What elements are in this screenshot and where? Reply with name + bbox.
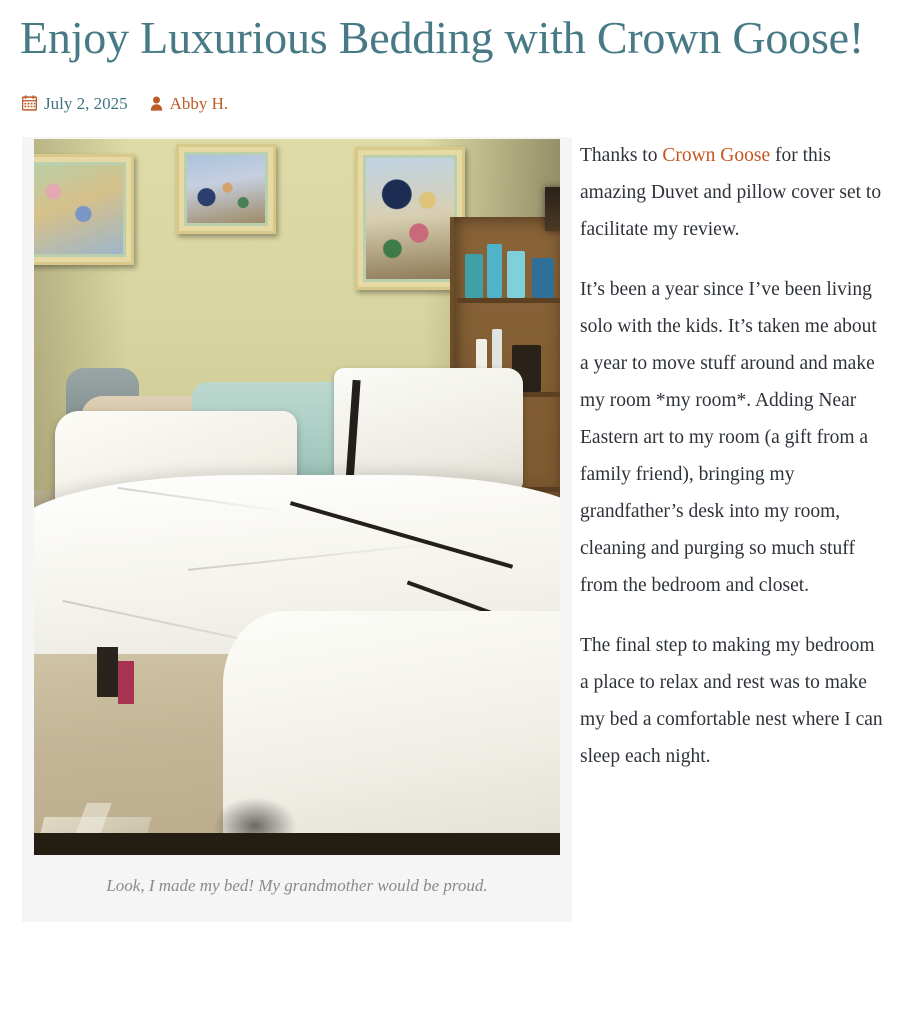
framed-art-2 <box>176 144 276 234</box>
duvet-fold <box>118 487 290 513</box>
paragraph-3: The final step to making my bedroom a place to relax and rest was to make my bed a comfortable nest where I can sleep each night. <box>580 634 883 767</box>
crown-goose-link[interactable]: Crown Goose <box>662 144 771 166</box>
post-author-text: Abby H. <box>169 93 229 113</box>
shelf-item <box>532 258 554 298</box>
art-canvas <box>366 158 454 279</box>
post-figure <box>22 137 572 922</box>
photo-bottom-shadow <box>34 833 560 854</box>
post-date-text: July 2, 2025 <box>44 93 128 113</box>
post-header <box>0 0 907 112</box>
paragraph-1-lead: Thanks to <box>580 144 663 166</box>
mirror <box>545 187 560 231</box>
bed-leg-accent <box>118 661 134 704</box>
art-canvas <box>34 165 123 254</box>
article-body <box>0 137 907 922</box>
figure-column <box>0 137 580 922</box>
user-icon <box>150 96 163 111</box>
post-meta <box>22 95 885 112</box>
calendar-icon <box>22 95 37 111</box>
duvet-fold <box>187 542 452 572</box>
paragraph-2: It’s been a year since I’ve been living solo with the kids. It’s taken me about a year to move stuff around and make my room *my room*. Adding Near Eastern art to my room (a gift from a family friend), bringing my grandfather’s desk into my room, cleaning and purging so much stuff from the bedroom and closet. <box>580 278 877 596</box>
framed-art-1 <box>34 154 134 265</box>
text-column <box>580 137 907 775</box>
page-title: Enjoy Luxurious Bedding with Crown Goose! <box>20 12 865 63</box>
shelf-item <box>487 244 502 298</box>
shelf-item <box>507 251 525 298</box>
shelf-item <box>465 254 483 298</box>
art-canvas <box>187 155 265 223</box>
paragraph-1 <box>580 137 885 248</box>
paragraph-1-tail: for this amazing Duvet and pillow cover set to facilitate my review. <box>580 144 882 240</box>
bedroom-photo <box>34 139 560 855</box>
post-author <box>150 95 229 112</box>
shelf-board <box>457 298 560 303</box>
white-pillow-right <box>334 368 523 490</box>
bed-leg <box>97 647 118 697</box>
post-date <box>22 95 128 112</box>
photo-canvas <box>34 139 560 855</box>
figure-caption: Look, I made my bed! My grandmother would be proud. <box>22 855 572 922</box>
